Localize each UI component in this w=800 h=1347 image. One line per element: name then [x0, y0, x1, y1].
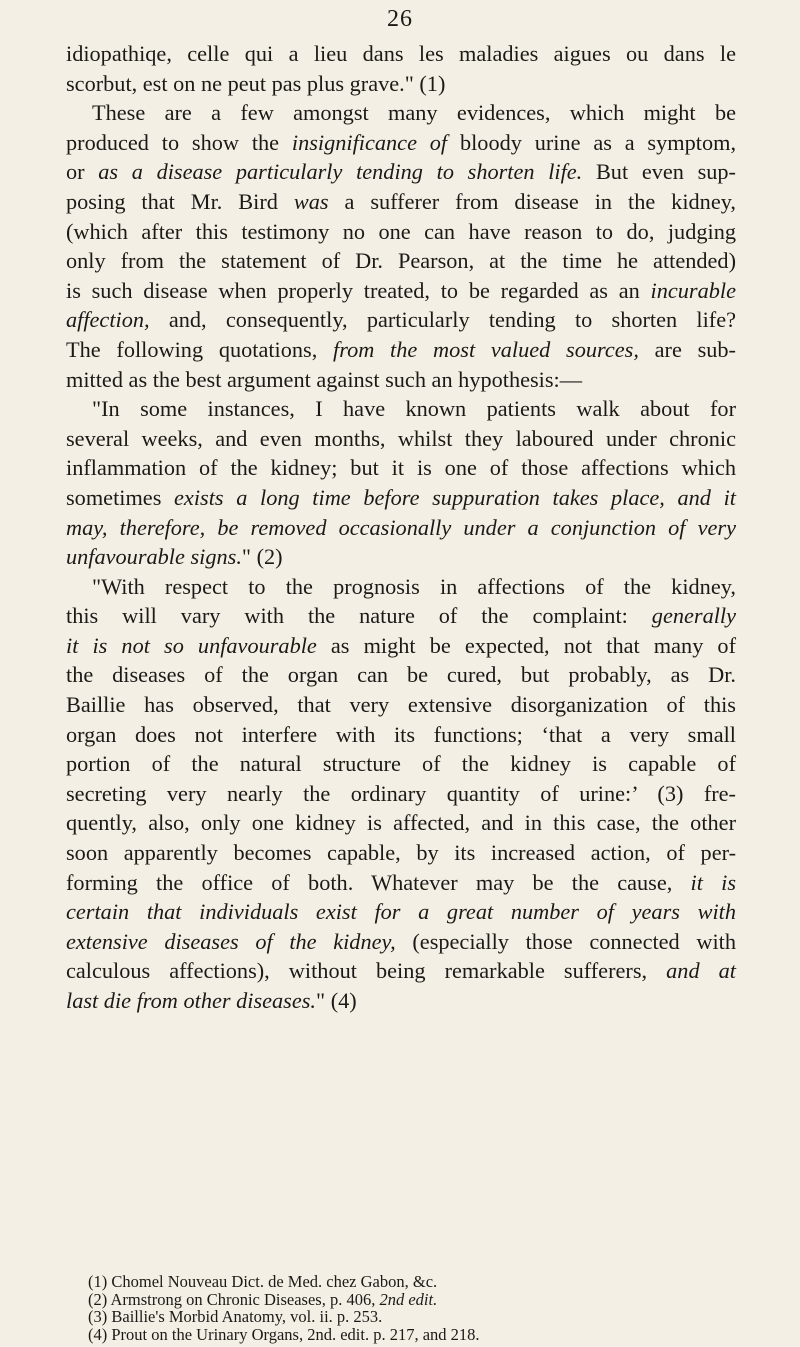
- italic-text: and at: [666, 958, 736, 984]
- text-line: [66, 631, 736, 661]
- text-run: as might be expected, not that many of: [316, 632, 736, 658]
- text-run: organ does not interfere with its functions; ‘that a very small: [66, 721, 736, 747]
- italic-text: insignificance of: [291, 129, 448, 155]
- italic-text: incurable: [650, 277, 736, 303]
- text-line: [66, 868, 736, 898]
- text-line: [66, 157, 736, 187]
- text-run: scorbut, est on ne peut pas plus grave." (1): [66, 70, 446, 96]
- footnotes: [66, 1273, 736, 1343]
- italic-text: was: [293, 188, 329, 214]
- text-line: [66, 217, 736, 247]
- text-line: [66, 986, 736, 1016]
- text-run: bloody urine as a symptom,: [447, 129, 737, 155]
- text-line: [66, 513, 736, 543]
- text-run: and, consequently, particularly tending to shorten life?: [149, 307, 736, 333]
- text-line: [66, 424, 736, 454]
- text-run: inflammation of the kidney; but it is one of those affections which: [66, 455, 736, 481]
- text-run: "With respect to the prognosis in affections of the kidney,: [92, 573, 736, 599]
- paragraph: [66, 572, 736, 1016]
- text-line: [66, 542, 736, 572]
- text-run: the diseases of the organ can be cured, but probably, as Dr.: [66, 662, 736, 688]
- paragraph: [66, 98, 736, 394]
- italic-text: from the most valued sources,: [333, 336, 639, 362]
- text-line: [66, 601, 736, 631]
- text-line: [66, 128, 736, 158]
- italic-text: extensive diseases of the kidney,: [66, 928, 396, 954]
- text-run: " (4): [316, 988, 357, 1013]
- text-run: (1) Chomel Nouveau Dict. de Med. chez Gabon, &c.: [88, 1272, 438, 1291]
- text-run: secreting very nearly the ordinary quantity of urine:’ (3) fre-: [66, 780, 736, 806]
- text-line: [66, 483, 736, 513]
- paragraph: [66, 39, 736, 98]
- text-line: [66, 897, 736, 927]
- italic-text: it is not so unfavourable: [66, 632, 317, 658]
- text-run: produced to show the: [66, 129, 292, 155]
- text-run: forming the office of both. Whatever may be the cause,: [66, 869, 691, 895]
- text-line: [66, 39, 736, 69]
- footnote: [66, 1273, 736, 1291]
- text-run: soon apparently becomes capable, by its increased action, of per-: [66, 840, 736, 866]
- text-line: [66, 572, 736, 602]
- text-run: But even sup-: [582, 159, 736, 185]
- text-line: [66, 276, 736, 306]
- text-run: are sub-: [638, 336, 736, 362]
- text-run: (3) Baillie's Morbid Anatomy, vol. ii. p. 253.: [88, 1307, 383, 1327]
- text-line: [66, 660, 736, 690]
- text-run: sometimes: [66, 484, 175, 510]
- text-line: [66, 690, 736, 720]
- page-number: 26: [387, 6, 413, 32]
- footnote: [66, 1308, 736, 1326]
- italic-text: certain that individuals exist for a great number of years with: [66, 899, 736, 925]
- text-line: [66, 187, 736, 217]
- text-line: [66, 69, 736, 99]
- text-line: [66, 956, 736, 986]
- italic-text: 2nd edit.: [379, 1289, 438, 1309]
- italic-text: as a disease particularly tending to shorten life.: [98, 159, 583, 185]
- text-line: [66, 453, 736, 483]
- text-run: (which after this testimony no one can have reason to do, judging: [66, 218, 736, 244]
- text-run: quently, also, only one kidney is affected, and in this case, the other: [66, 810, 736, 836]
- text-line: [66, 394, 736, 424]
- text-line: [66, 808, 736, 838]
- italic-text: exists a long time before suppuration takes place, and it: [174, 484, 736, 510]
- text-run: The following quotations,: [66, 336, 334, 362]
- text-run: several weeks, and even months, whilst they laboured under chronic: [66, 425, 736, 451]
- text-run: Baillie has observed, that very extensive disorganization of this: [66, 692, 736, 718]
- text-line: [66, 749, 736, 779]
- text-run: or: [66, 159, 99, 185]
- text-line: [66, 98, 736, 128]
- text-run: portion of the natural structure of the kidney is capable of: [66, 751, 736, 777]
- text-run: mitted as the best argument against such an hypothesis:—: [66, 366, 583, 392]
- italic-text: may, therefore, be removed occasionally under a conjunction of very: [66, 514, 736, 540]
- text-run: this will vary with the nature of the complaint:: [66, 603, 652, 629]
- text-run: (especially those connected with: [395, 928, 736, 954]
- text-line: [66, 838, 736, 868]
- footnote: [66, 1291, 736, 1309]
- text-run: a sufferer from disease in the kidney,: [328, 188, 736, 214]
- text-line: [66, 779, 736, 809]
- text-run: is such disease when properly treated, to be regarded as an: [66, 277, 651, 303]
- text-line: [66, 927, 736, 957]
- italic-text: last die from other diseases.: [66, 988, 317, 1013]
- text-run: These are a few amongst many evidences, which might be: [92, 100, 736, 126]
- text-line: [66, 305, 736, 335]
- text-run: posing that Mr. Bird: [66, 188, 294, 214]
- text-line: [66, 365, 736, 395]
- italic-text: generally: [651, 603, 736, 629]
- text-run: idiopathiqe, celle qui a lieu dans les maladies aigues ou dans le: [66, 41, 736, 66]
- text-line: [66, 335, 736, 365]
- text-line: [66, 246, 736, 276]
- text-line: [66, 720, 736, 750]
- italic-text: unfavourable signs.: [66, 544, 242, 570]
- body-text: [66, 39, 736, 1016]
- text-run: "In some instances, I have known patients walk about for: [92, 396, 736, 422]
- text-run: only from the statement of Dr. Pearson, at the time he attended): [66, 248, 736, 274]
- italic-text: affection,: [66, 307, 150, 333]
- footnote: [66, 1326, 736, 1344]
- italic-text: it is: [690, 869, 736, 895]
- paragraph: [66, 394, 736, 572]
- text-run: (4) Prout on the Urinary Organs, 2nd. edit. p. 217, and 218.: [88, 1324, 480, 1344]
- text-run: calculous affections), without being remarkable sufferers,: [66, 958, 667, 984]
- text-run: " (2): [241, 544, 283, 570]
- text-run: (2) Armstrong on Chronic Diseases, p. 406,: [88, 1289, 380, 1309]
